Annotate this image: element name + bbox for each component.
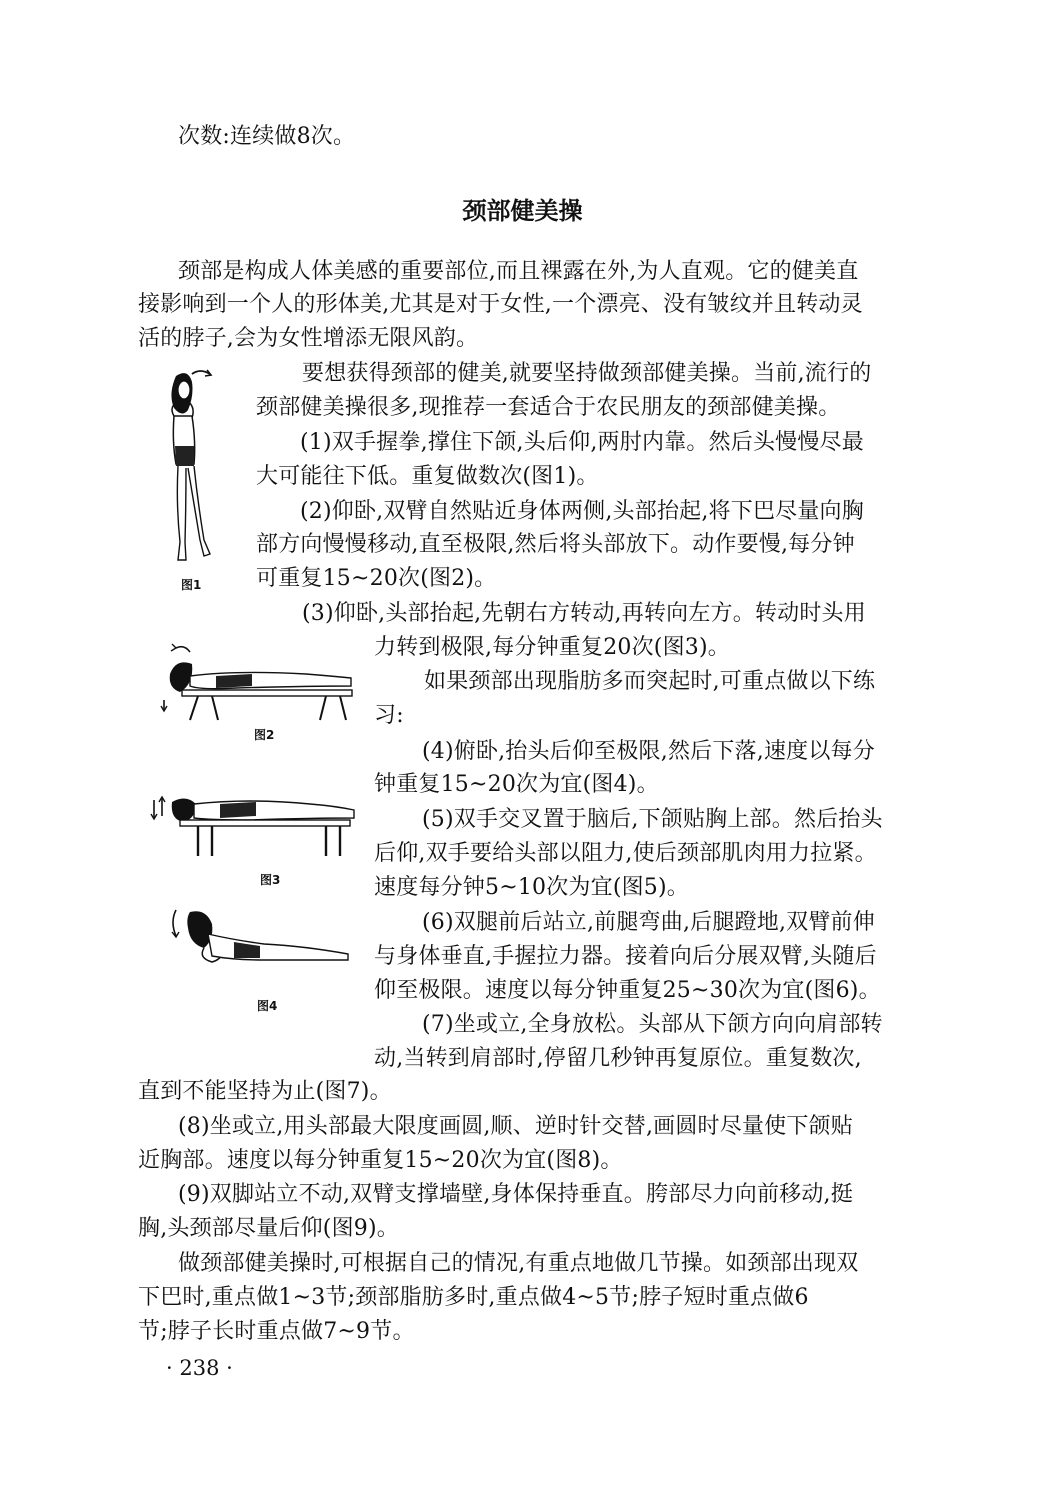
figure-3-lying-turning [150,786,356,858]
step6-line2: 与身体垂直,手握拉力器。接着向后分展双臂,头随后 [374,944,877,969]
step4-line1: (4)俯卧,抬头后仰至极限,然后下落,速度以每分 [422,739,875,764]
intro-line: 次数:连续做8次。 [178,124,356,149]
fat-note-line2: 习: [374,703,404,728]
step2-line2: 部方向慢慢移动,直至极限,然后将头部放下。动作要慢,每分钟 [256,532,855,557]
step9-line1: (9)双脚站立不动,双臂支撑墙壁,身体保持垂直。胯部尽力向前移动,挺 [178,1182,853,1207]
step6-line1: (6)双腿前后站立,前腿弯曲,后腿蹬地,双臂前伸 [422,910,875,935]
closing-line2: 下巴时,重点做1~3节;颈部脂肪多时,重点做4~5节;脖子短时重点做6 [138,1285,809,1310]
paragraph1-line3: 活的脖子,会为女性增添无限风韵。 [138,326,479,351]
step3-line1: (3)仰卧,头部抬起,先朝右方转动,再转向左方。转动时头用 [302,601,866,626]
page-number: · 238 · [166,1356,233,1380]
step7-line3: 直到不能坚持为止(图7)。 [138,1079,392,1104]
figure-1-standing-woman [158,364,228,574]
step5-line1: (5)双手交叉置于脑后,下颌贴胸上部。然后抬头 [422,807,883,832]
figure-4-caption: 图4 [257,999,278,1013]
step1-line2: 大可能往下低。重复做数次(图1)。 [256,464,599,489]
step1-line1: (1)双手握拳,撑住下颌,头后仰,两肘内靠。然后头慢慢尽最 [300,430,864,455]
step3-line2: 力转到极限,每分钟重复20次(图3)。 [374,635,730,660]
paragraph1-line2: 接影响到一个人的形体美,尤其是对于女性,一个漂亮、没有皱纹并且转动灵 [138,292,863,317]
figure-4-illustration [164,904,350,974]
figure-1-illustration [158,364,228,574]
step9-line2: 胸,头颈部尽量后仰(图9)。 [138,1216,399,1241]
figure-2-lying-supine [156,640,356,722]
section-heading: 颈部健美操 [462,197,583,225]
figure-4-lying-prone [164,904,350,974]
closing-line3: 节;脖子长时重点做7~9节。 [138,1319,415,1344]
step4-line2: 钟重复15~20次为宜(图4)。 [374,772,659,797]
figure-2-illustration [156,640,356,722]
step8-line2: 近胸部。速度以每分钟重复15~20次为宜(图8)。 [138,1148,623,1173]
fat-note-line1: 如果颈部出现脂肪多而突起时,可重点做以下练 [424,669,876,694]
step2-line1: (2)仰卧,双臂自然贴近身体两侧,头部抬起,将下巴尽量向胸 [300,499,864,524]
closing-line1: 做颈部健美操时,可根据自己的情况,有重点地做几节操。如颈部出现双 [178,1251,859,1276]
step7-line1: (7)坐或立,全身放松。头部从下颌方向向肩部转 [422,1012,883,1037]
step5-line2: 后仰,双手要给头部以阻力,使后颈部肌肉用力拉紧。 [374,841,877,866]
paragraph2-line1: 要想获得颈部的健美,就要坚持做颈部健美操。当前,流行的 [302,361,872,386]
figure-1-caption: 图1 [181,578,202,592]
step5-line3: 速度每分钟5~10次为宜(图5)。 [374,875,689,900]
step8-line1: (8)坐或立,用头部最大限度画圆,顺、逆时针交替,画圆时尽量使下颌贴 [178,1114,853,1139]
paragraph2-line2: 颈部健美操很多,现推荐一套适合于农民朋友的颈部健美操。 [256,395,841,420]
paragraph1-line1: 颈部是构成人体美感的重要部位,而且裸露在外,为人直观。它的健美直 [178,259,859,284]
figure-3-illustration [150,786,356,858]
figure-3-caption: 图3 [260,873,281,887]
figure-2-caption: 图2 [254,728,275,742]
step2-line3: 可重复15~20次(图2)。 [256,566,497,591]
step7-line2: 动,当转到肩部时,停留几秒钟再复原位。重复数次, [374,1046,862,1071]
step6-line3: 仰至极限。速度以每分钟重复25~30次为宜(图6)。 [374,978,881,1003]
